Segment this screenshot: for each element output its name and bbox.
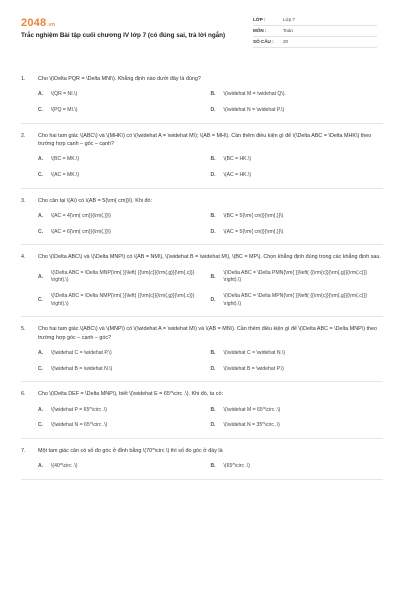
question-number: 3. xyxy=(21,197,26,204)
option-text: \(AC = 6{\rm{ cm}}{\rm{.}}\) xyxy=(51,228,111,235)
option-letter: D. xyxy=(210,172,216,179)
question-stem xyxy=(21,253,383,261)
option-letter: C. xyxy=(38,296,44,303)
option-text: \(AC = 5{\rm{ cm}}{\rm{.}}\) xyxy=(223,228,284,235)
answer-option[interactable] xyxy=(38,366,211,374)
option-text: \(\widehat B = \widehat N.\) xyxy=(51,365,113,372)
answer-option[interactable] xyxy=(211,156,384,164)
answer-option[interactable] xyxy=(211,229,384,237)
question-text: Cho cân tại \(A\) có \(AB = 5{\rm{ cm}}\). Khi đó: xyxy=(38,197,153,204)
question-stem xyxy=(21,390,383,398)
option-letter: B. xyxy=(210,463,216,470)
logo-suffix: .vn xyxy=(47,22,56,28)
option-text: \(\Delta ABC = \Delta MNP{\rm{ }}\left( {{\rm{c}}{\rm{.g}}{\rm{.c}}} \right).\) xyxy=(51,269,195,284)
logo-text: 2048 xyxy=(21,17,47,29)
option-text: \(\widehat M = 65^\circ .\) xyxy=(223,406,281,413)
option-text: \(\widehat C = \widehat N.\) xyxy=(223,350,286,357)
exam-info-panel xyxy=(253,15,377,48)
option-text: \(AC = 4{\rm{ cm}}{\rm{.}}\) xyxy=(51,213,111,220)
option-letter: C. xyxy=(38,107,44,114)
question-number: 6. xyxy=(21,391,26,398)
option-text: \(\widehat B = \widehat P.\) xyxy=(223,365,284,372)
option-text: \(65^\circ .\) xyxy=(223,463,250,470)
option-text: \(AC = MK.\) xyxy=(51,172,80,179)
option-text: \(\widehat N = 35^\circ .\) xyxy=(223,422,280,429)
option-text: \(\widehat C = \widehat P.\) xyxy=(51,350,112,357)
option-letter: B. xyxy=(210,406,216,413)
question-block xyxy=(21,253,383,317)
option-letter: B. xyxy=(210,273,216,280)
question-text: Cho hai tam giác \(ABC\) và \(MHK\) có \(\widehat A = \widehat M\); \(AB = MH\). Cần thêm điều kiện gì để \(\Delta ABC = \Delta MHK\) theo trường hợp cạnh – góc – cạnh? xyxy=(38,132,372,148)
option-letter: A. xyxy=(38,213,44,220)
option-letter: A. xyxy=(38,350,44,357)
answer-option[interactable] xyxy=(211,366,384,374)
answer-option[interactable] xyxy=(211,293,384,308)
option-letter: C. xyxy=(38,365,44,372)
option-text: \(\widehat P = 65^\circ .\) xyxy=(51,406,107,413)
answer-option[interactable] xyxy=(38,156,211,164)
question-block xyxy=(21,325,383,382)
question-number: 5. xyxy=(21,326,26,333)
subject-row xyxy=(253,26,377,37)
question-number: 1. xyxy=(21,76,26,82)
question-count-value: 20 xyxy=(283,38,289,44)
question-number: 7. xyxy=(21,447,26,454)
page-header xyxy=(0,0,400,62)
option-letter: D. xyxy=(210,365,216,372)
option-letter: A. xyxy=(38,156,44,163)
question-stem xyxy=(21,197,383,205)
option-letter: D. xyxy=(210,422,216,429)
question-stem xyxy=(21,447,383,455)
option-letter: B. xyxy=(210,350,216,357)
question-list xyxy=(21,75,383,488)
answer-options xyxy=(21,270,383,309)
question-block xyxy=(21,447,383,480)
answer-option[interactable] xyxy=(211,213,384,221)
option-letter: B. xyxy=(210,156,216,163)
answer-options xyxy=(21,407,383,430)
question-text: Cho hai tam giác \(ABC\) và \(MNP\) có \(\widehat A = \widehat M\) và \(AB = MN\). Cần thêm điều kiện gì để \(\Delta ABC = \Delta MNP\) theo trường hợp góc – cạnh – góc? xyxy=(38,326,377,341)
class-value: Lớp 7 xyxy=(283,16,295,22)
answer-options xyxy=(21,463,383,471)
answer-option[interactable] xyxy=(38,407,211,415)
option-letter: C. xyxy=(38,172,44,179)
answer-option[interactable] xyxy=(38,270,211,285)
option-text: \(\widehat M = \widehat Q\). xyxy=(223,91,286,98)
answer-option[interactable] xyxy=(38,229,211,237)
option-letter: A. xyxy=(38,406,44,413)
option-letter: D. xyxy=(210,228,216,235)
option-text: \(\widehat N = \widehat P.\) xyxy=(223,107,285,114)
answer-option[interactable] xyxy=(211,270,384,285)
option-text: \(\Delta ABC = \Delta NMP{\rm{ }}\left( {{\rm{c}}{\rm{.g}}{\rm{.c}}} \right).\) xyxy=(51,293,195,307)
class-label: LỚP : xyxy=(253,16,266,22)
question-count-label: SỐ CÂU : xyxy=(253,38,274,44)
question-stem xyxy=(21,325,383,342)
document-title: Trắc nghiệm Bài tập cuối chương IV lớp 7 (có đúng sai, trả lời ngắn) xyxy=(21,32,226,39)
option-letter: C. xyxy=(38,422,44,429)
option-text: \(40^\circ .\) xyxy=(51,463,78,470)
answer-option[interactable] xyxy=(211,91,384,99)
question-stem xyxy=(21,75,383,83)
question-text: Cho \(\Delta DEF = \Delta MNP\), biết \(\widehat E = 65^\circ .\). Khi đó, ta có: xyxy=(38,391,223,398)
answer-option[interactable] xyxy=(38,213,211,221)
question-text: Cho \(\Delta ABC\) và \(\Delta MNP\) có \(AB = NM\), \(\widehat B = \widehat M\), \(BC = MP\). Chọn khẳng định đúng trong các khẳng định sau. xyxy=(38,254,381,261)
question-block xyxy=(21,132,383,189)
option-text: \(PQ = MI.\) xyxy=(51,107,78,114)
option-letter: A. xyxy=(38,463,44,470)
question-block xyxy=(21,75,383,124)
answer-option[interactable] xyxy=(211,463,384,471)
option-text: \(BC = HK.\) xyxy=(223,156,252,163)
answer-option[interactable] xyxy=(38,350,211,358)
question-stem xyxy=(21,132,383,149)
answer-option[interactable] xyxy=(211,350,384,358)
question-block xyxy=(21,197,383,246)
option-text: \(AC = HK.\) xyxy=(223,172,252,179)
option-letter: A. xyxy=(38,91,44,98)
answer-options xyxy=(21,156,383,179)
site-logo[interactable] xyxy=(21,16,55,31)
answer-option[interactable] xyxy=(38,422,211,430)
question-number: 4. xyxy=(21,254,26,261)
option-letter: D. xyxy=(210,296,216,303)
answer-option[interactable] xyxy=(211,172,384,180)
question-text: Một tam giác cân có số đo góc ở đỉnh bằng \(70^\circ \) thì số đo góc ở đáy là xyxy=(38,447,223,454)
question-count-row xyxy=(253,37,377,48)
question-number: 2. xyxy=(21,132,26,139)
option-text: \(QR = NI.\) xyxy=(51,91,78,98)
subject-value: Toán xyxy=(283,27,293,33)
answer-option[interactable] xyxy=(211,407,384,415)
answer-option[interactable] xyxy=(38,293,211,308)
answer-options xyxy=(21,91,383,114)
answer-options xyxy=(21,350,383,373)
answer-option[interactable] xyxy=(38,91,211,99)
question-block xyxy=(21,390,383,439)
option-text: \(\Delta ABC = \Delta PMN{\rm{ }}\left( {{\rm{c}}{\rm{.g}}{\rm{.c}}} \right).\) xyxy=(223,269,367,284)
option-text: \(BC = 5{\rm{ cm}}{\rm{.}}\) xyxy=(223,213,284,220)
answer-option[interactable] xyxy=(211,422,384,430)
answer-option[interactable] xyxy=(38,463,211,471)
question-text: Cho \(\Delta PQR = \Delta MNI\). Khẳng định nào dưới đây là đúng? xyxy=(38,76,201,82)
option-text: \(\Delta ABC = \Delta MPN{\rm{ }}\left( {{\rm{c}}{\rm{.g}}{\rm{.c}}} \right).\) xyxy=(223,293,367,307)
answer-options xyxy=(21,213,383,236)
answer-option[interactable] xyxy=(38,172,211,180)
option-letter: C. xyxy=(38,228,44,235)
option-letter: B. xyxy=(210,91,216,98)
option-letter: B. xyxy=(210,213,216,220)
option-letter: D. xyxy=(210,107,216,114)
answer-option[interactable] xyxy=(211,107,384,115)
option-text: \(\widehat N = 65^\circ .\) xyxy=(51,422,108,429)
class-row xyxy=(253,15,377,26)
option-text: \(BC = MK.\) xyxy=(51,156,80,163)
subject-label: MÔN : xyxy=(253,27,267,33)
answer-option[interactable] xyxy=(38,107,211,115)
option-letter: A. xyxy=(38,273,44,280)
